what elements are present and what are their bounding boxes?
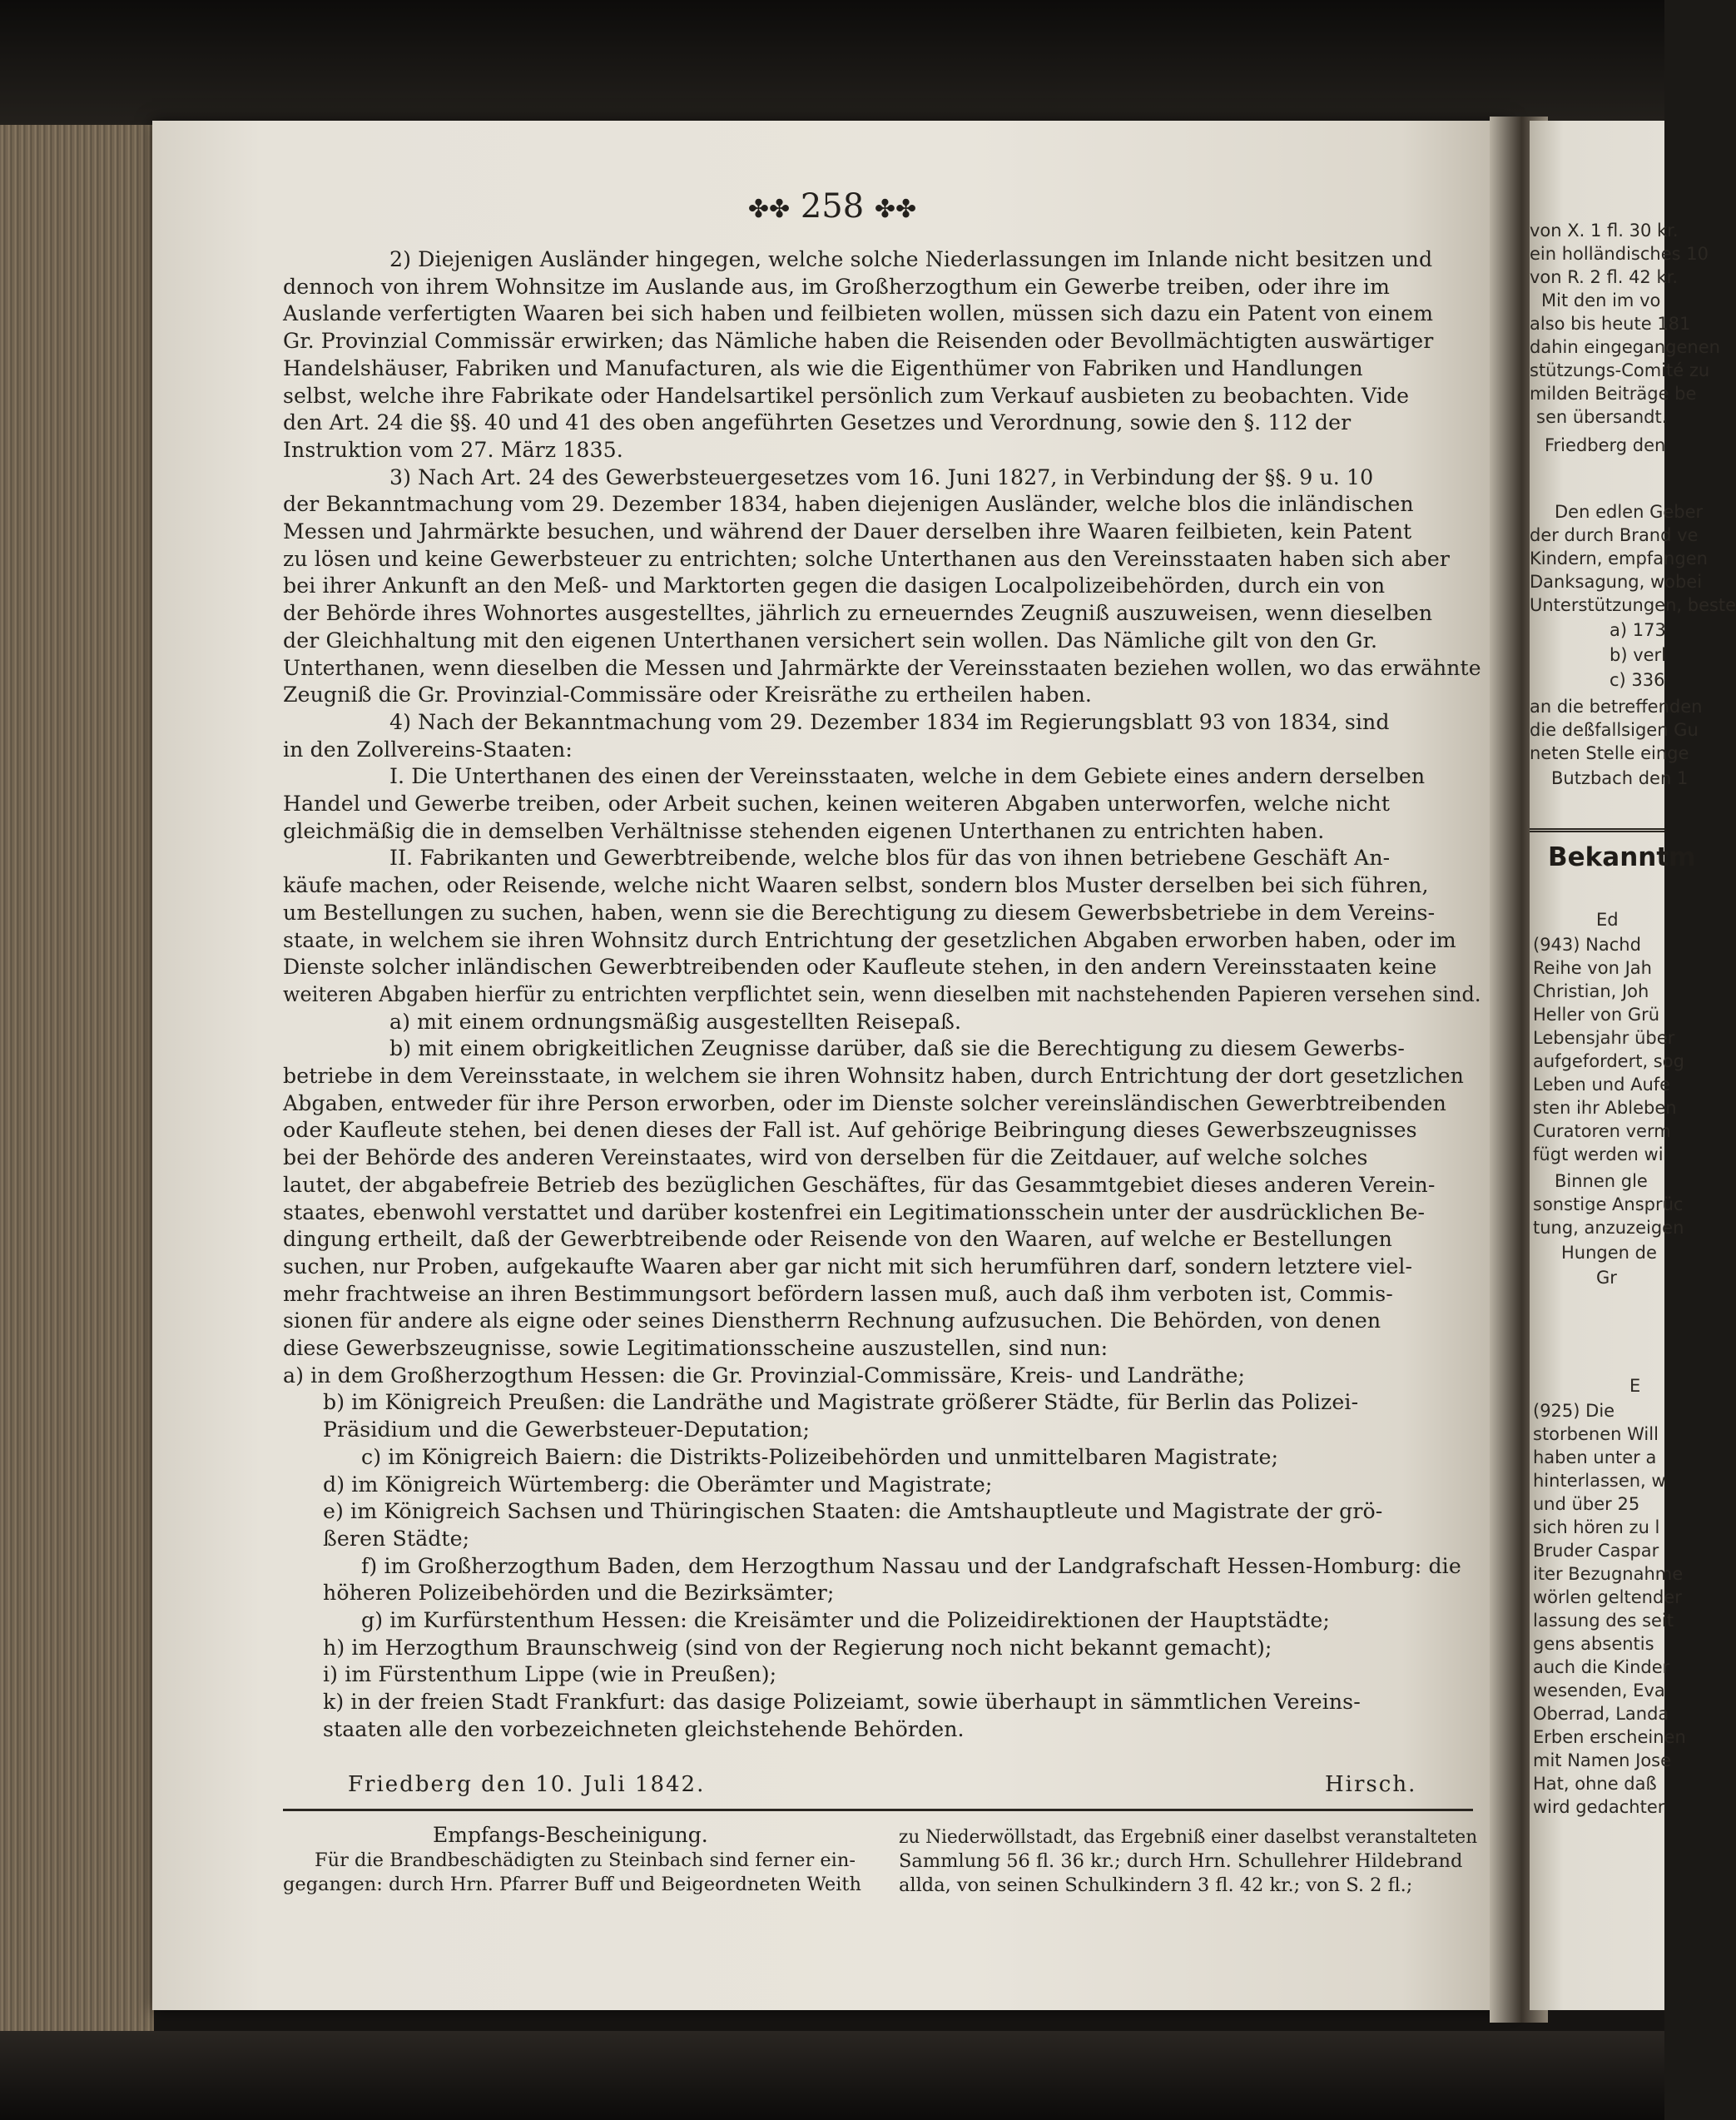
closing-signature: Hirsch. xyxy=(1325,1772,1417,1797)
adjacent-page-line: Hat, ohne daß xyxy=(1533,1774,1657,1794)
adjacent-page-line: Unterstützungen, beste xyxy=(1530,595,1736,615)
body-line: gleichmäßig die in demselben Verhältnisse stehenden eigenen Unterthanen zu entrichten haben. xyxy=(283,818,1325,843)
adjacent-page-line: sich hören zu l xyxy=(1533,1517,1660,1537)
body-line: Handel und Gewerbe treiben, oder Arbeit suchen, keinen weiteren Abgaben unterworfen, welche nicht xyxy=(283,792,1391,816)
body-line: der Gleichhaltung mit den eigenen Unterthanen versichert sein wollen. Das Nämliche gilt von den Gr. xyxy=(283,628,1378,653)
body-line: b) im Königreich Preußen: die Landräthe und Magistrate größerer Städte, für Berlin das Polizei- xyxy=(323,1390,1359,1415)
adjacent-page-line: Gr xyxy=(1596,1268,1617,1288)
closing-place-date: Friedberg den 10. Juli 1842. xyxy=(348,1772,706,1797)
body-line: dennoch von ihrem Wohnsitze im Auslande aus, im Großherzogthum ein Gewerbe treiben, oder ihre im xyxy=(283,274,1390,299)
body-line: lautet, der abgabefreie Betrieb des bezüglichen Geschäftes, für das Gesammtgebiet dieses anderen Verein- xyxy=(283,1172,1436,1197)
body-line: dingung ertheilt, daß der Gewerbtreibende oder Reisende von den Waaren, auf welche er Bestellungen xyxy=(283,1227,1392,1252)
body-line: Zeugniß die Gr. Provinzial-Commissäre oder Kreisräthe zu ertheilen haben. xyxy=(283,683,1093,707)
body-line: weiteren Abgaben hierfür zu entrichten verpflichtet sein, wenn dieselben mit nachstehenden Papieren versehen sind. xyxy=(283,981,1481,1006)
body-line: Messen und Jahrmärkte besuchen, und während der Dauer derselben ihre Waaren feilbieten, kein Patent xyxy=(283,519,1412,544)
adjacent-page-line: Hungen de xyxy=(1561,1243,1657,1263)
adjacent-page-rule xyxy=(1530,828,1664,832)
body-line: i) im Fürstenthum Lippe (wie in Preußen); xyxy=(323,1662,777,1687)
adjacent-page-line: Friedberg den xyxy=(1545,435,1666,455)
body-line: der Behörde ihres Wohnortes ausgestelltes, jährlich zu erneuerndes Zeugniß auszuweisen, wenn dieselben xyxy=(283,601,1433,626)
adjacent-page-line: Leben und Aufe xyxy=(1533,1075,1671,1095)
page-header xyxy=(0,187,1664,226)
adjacent-page-line: und über 25 xyxy=(1533,1494,1640,1514)
body-line: suchen, nur Proben, aufgekaufte Waaren aber gar nicht mit sich herumführen darf, sondern letztere viel- xyxy=(283,1254,1413,1278)
adjacent-page-line: fügt werden wi xyxy=(1533,1144,1664,1164)
adjacent-page-line: Lebensjahr über xyxy=(1533,1028,1675,1048)
adjacent-page-line: wörlen geltender xyxy=(1533,1587,1682,1607)
adjacent-page-line: der durch Brand ve xyxy=(1530,525,1699,545)
adjacent-page-line: haben unter a xyxy=(1533,1447,1657,1467)
adjacent-page-heading: Bekanntm xyxy=(1548,842,1696,872)
receipt-left-line: gegangen: durch Hrn. Pfarrer Buff und Beigeordneten Weith xyxy=(283,1874,861,1895)
body-line: Dienste solcher inländischen Gewerbtreibenden oder Kaufleute stehen, in den andern Vereinsstaaten keine xyxy=(283,955,1437,980)
body-line: staaten alle den vorbezeichneten gleichstehende Behörden. xyxy=(323,1716,965,1741)
body-line: bei ihrer Ankunft an den Meß- und Marktorten gegen die dasigen Localpolizeibehörden, durch ein von xyxy=(283,573,1386,598)
body-line: f) im Großherzogthum Baden, dem Herzogthum Nassau und der Landgrafschaft Hessen-Homburg: die xyxy=(361,1553,1461,1578)
adjacent-page-line: neten Stelle einge xyxy=(1530,743,1689,763)
body-line: I. Die Unterthanen des einen der Vereinsstaaten, welche in dem Gebiete eines andern derselben xyxy=(389,764,1426,789)
top-shadow xyxy=(0,0,1664,125)
adjacent-page-line: Ed xyxy=(1596,910,1619,930)
adjacent-page-line: Erben erscheinen xyxy=(1533,1727,1686,1747)
adjacent-page-line: von X. 1 fl. 30 kr. xyxy=(1530,221,1679,241)
adjacent-page-line: Kindern, empfangen xyxy=(1530,549,1708,568)
body-line: e) im Königreich Sachsen und Thüringischen Staaten: die Amtshauptleute und Magistrate der grö- xyxy=(323,1499,1383,1524)
adjacent-page-line: a) 173 xyxy=(1610,620,1666,640)
body-line: zu lösen und keine Gewerbsteuer zu entrichten; solche Unterthanen aus den Vereinsstaaten haben sich aber xyxy=(283,546,1451,571)
adjacent-page-line: Den edlen Geber xyxy=(1555,502,1704,522)
adjacent-page-line: ein holländisches 10 xyxy=(1530,244,1709,264)
adjacent-page-line: Mit den im vo xyxy=(1541,290,1661,310)
adjacent-page-line: wesenden, Eva xyxy=(1533,1681,1665,1700)
body-line: c) im Königreich Baiern: die Distrikts-Polizeibehörden und unmittelbaren Magistrate; xyxy=(361,1444,1279,1469)
page-number: 258 xyxy=(800,187,865,226)
adjacent-page-line: sonstige Ansprüc xyxy=(1533,1194,1684,1214)
adjacent-page-line: an die betreffenden xyxy=(1530,697,1703,717)
body-line: 3) Nach Art. 24 des Gewerbsteuergesetzes vom 16. Juni 1827, in Verbindung der §§. 9 u. 10 xyxy=(389,464,1374,489)
body-line: den Art. 24 die §§. 40 und 41 des oben angeführten Gesetzes und Verordnung, sowie den §. 112 der xyxy=(283,410,1352,435)
adjacent-page-line: Curatoren verm xyxy=(1533,1121,1671,1141)
body-line: sionen für andere als eigne oder seines Dienstherrn Rechnung aufzusuchen. Die Behörden, von denen xyxy=(283,1308,1381,1333)
body-line: 4) Nach der Bekanntmachung vom 29. Dezember 1834 im Regierungsblatt 93 von 1834, sind xyxy=(389,709,1390,734)
body-line: Präsidium und die Gewerbsteuer-Deputation; xyxy=(323,1417,811,1442)
adjacent-page-line: storbenen Will xyxy=(1533,1424,1659,1444)
body-line: a) in dem Großherzogthum Hessen: die Gr. Provinzial-Commissäre, Kreis- und Landräthe; xyxy=(283,1363,1246,1388)
body-line: a) mit einem ordnungsmäßig ausgestellten Reisepaß. xyxy=(389,1009,962,1034)
adjacent-page-line: gens absentis xyxy=(1533,1634,1654,1654)
body-line: ßeren Städte; xyxy=(323,1526,470,1551)
body-line: in den Zollvereins-Staaten: xyxy=(283,737,573,762)
body-line: um Bestellungen zu suchen, haben, wenn sie die Berechtigung zu diesem Gewerbsbetriebe in dem Vereins- xyxy=(283,900,1436,925)
body-line: betriebe in dem Vereinsstaate, in welchem sie ihren Wohnsitz haben, durch Entrichtung der dort gesetzlichen xyxy=(283,1064,1465,1088)
body-line: mehr frachtweise an ihren Bestimmungsort befördern lassen muß, auch daß ihm verboten ist, Commis- xyxy=(283,1281,1393,1306)
adjacent-page-line: Danksagung, wobei xyxy=(1530,572,1703,592)
body-line: Handelshäuser, Fabriken und Manufacturen, als wie die Eigenthümer von Fabriken und Handlungen xyxy=(283,355,1363,380)
adjacent-page-line: Christian, Joh xyxy=(1533,981,1649,1001)
adjacent-page-line: die deßfallsigen Gu xyxy=(1530,720,1699,740)
adjacent-page-line: dahin eingegangenen xyxy=(1530,337,1720,357)
bottom-shadow xyxy=(0,2031,1664,2120)
adjacent-page-line: milden Beiträge be xyxy=(1530,384,1697,404)
adjacent-page-line: Binnen gle xyxy=(1555,1171,1648,1191)
adjacent-page-line: wird gedachter xyxy=(1533,1797,1665,1817)
body-line: k) in der freien Stadt Frankfurt: das dasige Polizeiamt, sowie überhaupt in sämmtlichen Vereins- xyxy=(323,1690,1361,1715)
receipt-right-line: allda, von seinen Schulkindern 3 fl. 42 kr.; von S. 2 fl.; xyxy=(899,1874,1413,1896)
body-line: b) mit einem obrigkeitlichen Zeugnisse darüber, daß sie die Berechtigung zu diesem Gewerbs- xyxy=(389,1036,1405,1061)
adjacent-page-line: aufgefordert, sog xyxy=(1533,1051,1684,1071)
receipt-title: Empfangs-Bescheinigung. xyxy=(433,1823,708,1847)
body-line: selbst, welche ihre Fabrikate oder Handelsartikel persönlich zum Verkauf ausbieten zu beobachten. Vide xyxy=(283,383,1410,408)
adjacent-page-line: Reihe von Jah xyxy=(1533,958,1652,978)
receipt-left-line: Für die Brandbeschädigten zu Steinbach sind ferner ein- xyxy=(315,1849,856,1871)
adjacent-page-line: Butzbach den 1 xyxy=(1551,768,1689,788)
adjacent-page-line: Bruder Caspar xyxy=(1533,1541,1659,1561)
page-edges xyxy=(0,125,154,2039)
adjacent-page-line: c) 336 xyxy=(1610,670,1665,690)
adjacent-page-line: auch die Kinder xyxy=(1533,1657,1670,1677)
adjacent-page-line: tung, anzuzeigen xyxy=(1533,1218,1684,1238)
body-line: höheren Polizeibehörden und die Bezirksämter; xyxy=(323,1581,835,1606)
body-line: h) im Herzogthum Braunschweig (sind von der Regierung noch nicht bekannt gemacht); xyxy=(323,1635,1272,1660)
adjacent-page-line: sen übersandt. xyxy=(1536,407,1668,427)
body-line: Auslande verfertigten Waaren bei sich haben und feilbieten wollen, müssen sich dazu ein Patent von einem xyxy=(283,301,1434,326)
body-line: d) im Königreich Würtemberg: die Oberämter und Magistrate; xyxy=(323,1472,993,1497)
adjacent-page-line: b) verl xyxy=(1610,645,1667,665)
body-line: Unterthanen, wenn dieselben die Messen und Jahrmärkte der Vereinsstaaten beziehen wollen, wo das erwähnte xyxy=(283,655,1481,680)
body-line: staate, in welchem sie ihren Wohnsitz durch Entrichtung der gesetzlichen Abgaben erworben haben, oder im xyxy=(283,927,1456,952)
body-line: Abgaben, entweder für ihre Person erworben, oder im Dienste solcher vereinsländischen Gewerbtreibenden xyxy=(283,1090,1446,1115)
body-line: II. Fabrikanten und Gewerbtreibende, welche blos für das von ihnen betriebene Geschäft An- xyxy=(389,846,1391,871)
body-line: diese Gewerbszeugnisse, sowie Legitimationsscheine auszustellen, sind nun: xyxy=(283,1336,1109,1360)
adjacent-page xyxy=(1530,121,1736,2010)
adjacent-page-line: stützungs-Comité zu xyxy=(1530,360,1710,380)
adjacent-page-line: Heller von Grü xyxy=(1533,1005,1660,1025)
body-line: Gr. Provinzial Commissär erwirken; das Nämliche haben die Reisenden oder Bevollmächtigten auswärtiger xyxy=(283,329,1434,354)
adjacent-page-line: lassung des seit xyxy=(1533,1611,1674,1631)
adjacent-page-line: von R. 2 fl. 42 kr. xyxy=(1530,267,1679,287)
adjacent-page-line: mit Namen Jose xyxy=(1533,1750,1672,1770)
adjacent-page-line: hinterlassen, w xyxy=(1533,1471,1666,1491)
section-rule xyxy=(283,1809,1473,1811)
body-line: oder Kaufleute stehen, bei denen dieses der Fall ist. Auf gehörige Beibringung dieses Gewerbszeugnisses xyxy=(283,1118,1417,1143)
adjacent-page-line: sten ihr Ableben xyxy=(1533,1098,1677,1118)
adjacent-page-line: E xyxy=(1629,1376,1641,1396)
ornament-right-icon: ✤✤ xyxy=(874,195,917,224)
ornament-left-icon: ✤✤ xyxy=(747,195,791,224)
body-line: der Bekanntmachung vom 29. Dezember 1834, haben diejenigen Ausländer, welche blos die inländischen xyxy=(283,492,1414,517)
adjacent-page-line: (943) Nachd xyxy=(1533,935,1641,955)
body-line: Instruktion vom 27. März 1835. xyxy=(283,437,623,462)
body-line: g) im Kurfürstenthum Hessen: die Kreisämter und die Polizeidirektionen der Hauptstädte; xyxy=(361,1608,1330,1632)
body-line: käufe machen, oder Reisende, welche nicht Waaren selbst, sondern blos Muster derselben bei sich führen, xyxy=(283,873,1429,898)
adjacent-page-line: iter Bezugnahme xyxy=(1533,1564,1684,1584)
body-line: bei der Behörde des anderen Vereinstaates, wird von derselben für die Zeitdauer, auf welche solches xyxy=(283,1145,1368,1170)
receipt-right-line: zu Niederwöllstadt, das Ergebniß einer daselbst veranstalteten xyxy=(899,1826,1478,1848)
body-line: staates, ebenwohl verstattet und darüber kostenfrei ein Legitimationsschein unter der ausdrücklichen Be- xyxy=(283,1199,1426,1224)
adjacent-page-line: Oberrad, Landa xyxy=(1533,1704,1669,1724)
adjacent-page-line: also bis heute 181 xyxy=(1530,314,1691,334)
body-line: 2) Diejenigen Ausländer hingegen, welche solche Niederlassungen im Inlande nicht besitzen und xyxy=(389,247,1433,271)
adjacent-page-line: (925) Die xyxy=(1533,1401,1615,1421)
receipt-right-line: Sammlung 56 fl. 36 kr.; durch Hrn. Schullehrer Hildebrand xyxy=(899,1850,1463,1872)
